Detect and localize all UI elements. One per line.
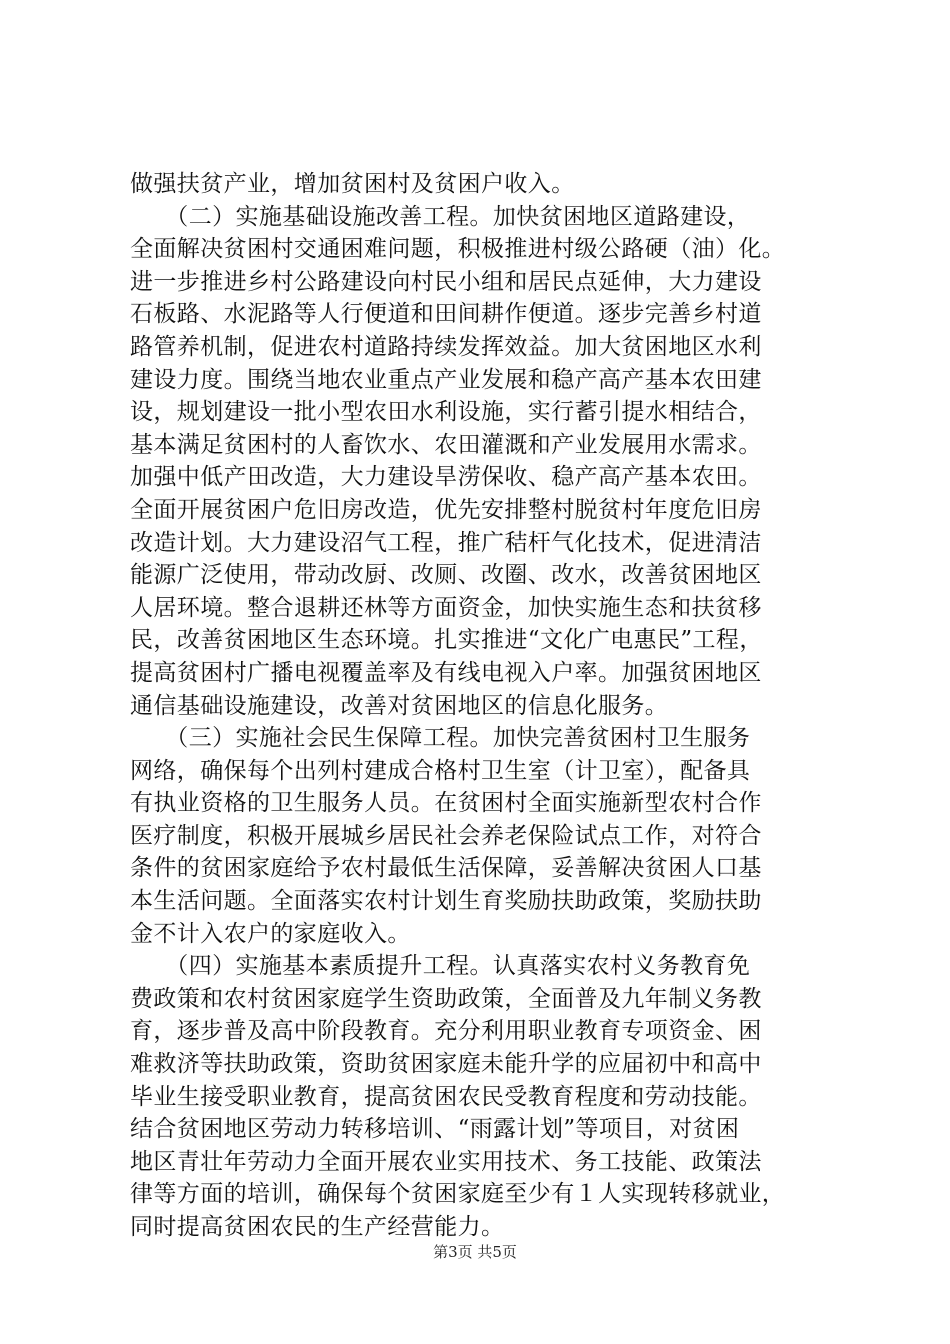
text-line: 基本满足贫困村的人畜饮水、农田灌溉和产业发展用水需求。 <box>130 431 762 458</box>
text-line: 结合贫困地区劳动力转移培训、“雨露计划”等项目，对贫困 <box>130 1116 740 1143</box>
text-line: 通信基础设施建设，改善对贫困地区的信息化服务。 <box>130 692 669 719</box>
text-line: 石板路、水泥路等人行便道和田间耕作便道。逐步完善乡村道 <box>130 301 762 328</box>
text-line: 地区青壮年劳动力全面开展农业实用技术、务工技能、政策法 <box>130 1148 762 1175</box>
text-line: 难救济等扶助政策，资助贫困家庭未能升学的应届初中和高中 <box>130 1051 762 1078</box>
text-line: （四）实施基本素质提升工程。认真落实农村义务教育免 <box>130 953 751 980</box>
text-line: （二）实施基础设施改善工程。加快贫困地区道路建设， <box>130 203 751 230</box>
text-line: 人居环境。整合退耕还林等方面资金，加快实施生态和扶贫移 <box>130 594 762 621</box>
document-body <box>130 168 830 1244</box>
text-line: 本生活问题。全面落实农村计划生育奖励扶助政策，奖励扶助 <box>130 888 762 915</box>
text-line: 同时提高贫困农民的生产经营能力。 <box>130 1214 505 1240</box>
text-line: 加强中低产田改造，大力建设旱涝保收、稳产高产基本农田。 <box>130 464 762 491</box>
page-footer: 第3页 共5页 <box>433 1243 517 1261</box>
text-line: 全面解决贫困村交通困难问题，积极推进村级公路硬（油）化。 <box>130 236 786 263</box>
text-line: 律等方面的培训，确保每个贫困家庭至少有１人实现转移就业， <box>130 1181 786 1208</box>
text-line: 毕业生接受职业教育，提高贫困农民受教育程度和劳动技能。 <box>130 1083 762 1110</box>
text-line: 条件的贫困家庭给予农村最低生活保障，妥善解决贫困人口基 <box>130 855 762 882</box>
text-line: 改造计划。大力建设沼气工程，推广秸杆气化技术，促进清洁 <box>130 529 762 556</box>
text-line: 路管养机制，促进农村道路持续发挥效益。加大贫困地区水利 <box>130 333 762 360</box>
text-line: 能源广泛使用，带动改厨、改厕、改圈、改水，改善贫困地区 <box>130 562 762 589</box>
text-line: （三）实施社会民生保障工程。加快完善贫困村卫生服务 <box>130 725 751 752</box>
text-line: 医疗制度，积极开展城乡居民社会养老保险试点工作，对符合 <box>130 822 762 849</box>
text-line: 金不计入农户的家庭收入。 <box>130 920 411 947</box>
text-line: 有执业资格的卫生服务人员。在贫困村全面实施新型农村合作 <box>130 790 762 817</box>
text-line: 设，规划建设一批小型农田水利设施，实行蓄引提水相结合， <box>130 399 762 426</box>
text-line: 做强扶贫产业，增加贫困村及贫困户收入。 <box>130 171 575 197</box>
text-line: 网络，确保每个出列村建成合格村卫生室（计卫室），配备具 <box>130 757 751 784</box>
text-line: 育，逐步普及高中阶段教育。充分利用职业教育专项资金、困 <box>130 1018 762 1045</box>
text-line: 全面开展贫困户危旧房改造，优先安排整村脱贫村年度危旧房 <box>130 496 762 523</box>
text-line: 建设力度。围绕当地农业重点产业发展和稳产高产基本农田建 <box>130 366 762 393</box>
text-line: 费政策和农村贫困家庭学生资助政策，全面普及九年制义务教 <box>130 985 762 1012</box>
text-line: 进一步推进乡村公路建设向村民小组和居民点延伸，大力建设 <box>130 268 762 295</box>
text-line: 民，改善贫困地区生态环境。扎实推进“文化广电惠民”工程， <box>130 627 763 654</box>
text-line: 提高贫困村广播电视覆盖率及有线电视入户率。加强贫困地区 <box>130 659 762 686</box>
